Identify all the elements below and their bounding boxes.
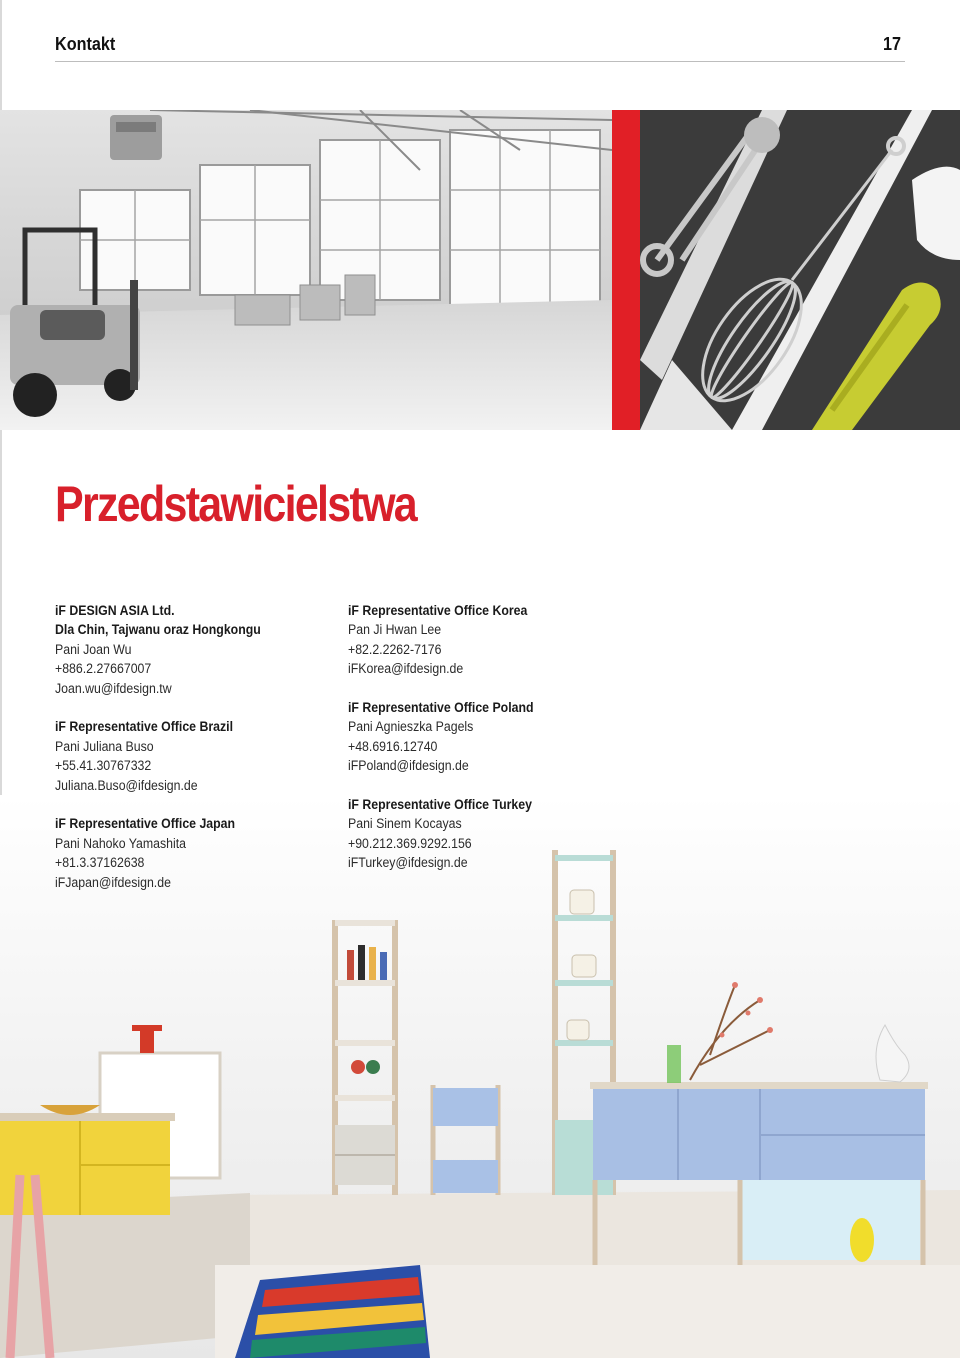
utensils-photo (612, 110, 960, 430)
page-heading: Przedstawicielstwa (55, 476, 416, 532)
contact-phone: +90.212.369.9292.156 (348, 835, 472, 851)
contact-name: iF Representative Office Poland (348, 700, 534, 716)
contact-email[interactable]: Juliana.Buso@ifdesign.de (55, 777, 198, 793)
contact-person: Pani Juliana Buso (55, 738, 154, 754)
contact-email[interactable]: iFKorea@ifdesign.de (348, 661, 464, 677)
warehouse-photo (0, 110, 612, 430)
contact-person: Pani Joan Wu (55, 641, 132, 657)
contact-phone: +55.41.30767332 (55, 758, 152, 774)
contact-email[interactable]: iFJapan@ifdesign.de (55, 874, 171, 890)
contact-phone: +81.3.37162638 (55, 855, 145, 871)
contact-name: iF Representative Office Korea (348, 603, 528, 618)
contact-phone: +886.2.27667007 (55, 661, 152, 677)
contact-poland (348, 698, 608, 776)
contacts-column-left (55, 601, 325, 911)
page-number: 17 (882, 34, 901, 54)
contact-japan (55, 814, 325, 892)
contact-email[interactable]: Joan.wu@ifdesign.tw (55, 680, 172, 696)
contact-name: iF Representative Office Brazil (55, 719, 234, 735)
contact-region: Dla Chin, Tajwanu oraz Hongkongu (55, 622, 261, 638)
contact-asia (55, 601, 325, 698)
contact-phone: +82.2.2262-7176 (348, 641, 442, 657)
contact-email[interactable]: iFPoland@ifdesign.de (348, 758, 469, 774)
contact-name: iF Representative Office Japan (55, 816, 236, 832)
page-header (55, 34, 905, 62)
section-title: Kontakt (55, 34, 116, 54)
contact-phone: +48.6916.12740 (348, 738, 438, 754)
contact-person: Pan Ji Hwan Lee (348, 622, 442, 638)
contact-person: Pani Agnieszka Pagels (348, 719, 474, 735)
contact-brazil (55, 717, 325, 795)
contact-email[interactable]: iFTurkey@ifdesign.de (348, 855, 468, 871)
contact-korea (348, 601, 608, 679)
contacts-column-right (348, 601, 608, 892)
contact-name: iF Representative Office Turkey (348, 797, 532, 813)
contact-turkey (348, 795, 608, 873)
contact-person: Pani Nahoko Yamashita (55, 835, 187, 851)
contact-name: iF DESIGN ASIA Ltd. (55, 603, 175, 618)
contact-person: Pani Sinem Kocayas (348, 816, 462, 832)
